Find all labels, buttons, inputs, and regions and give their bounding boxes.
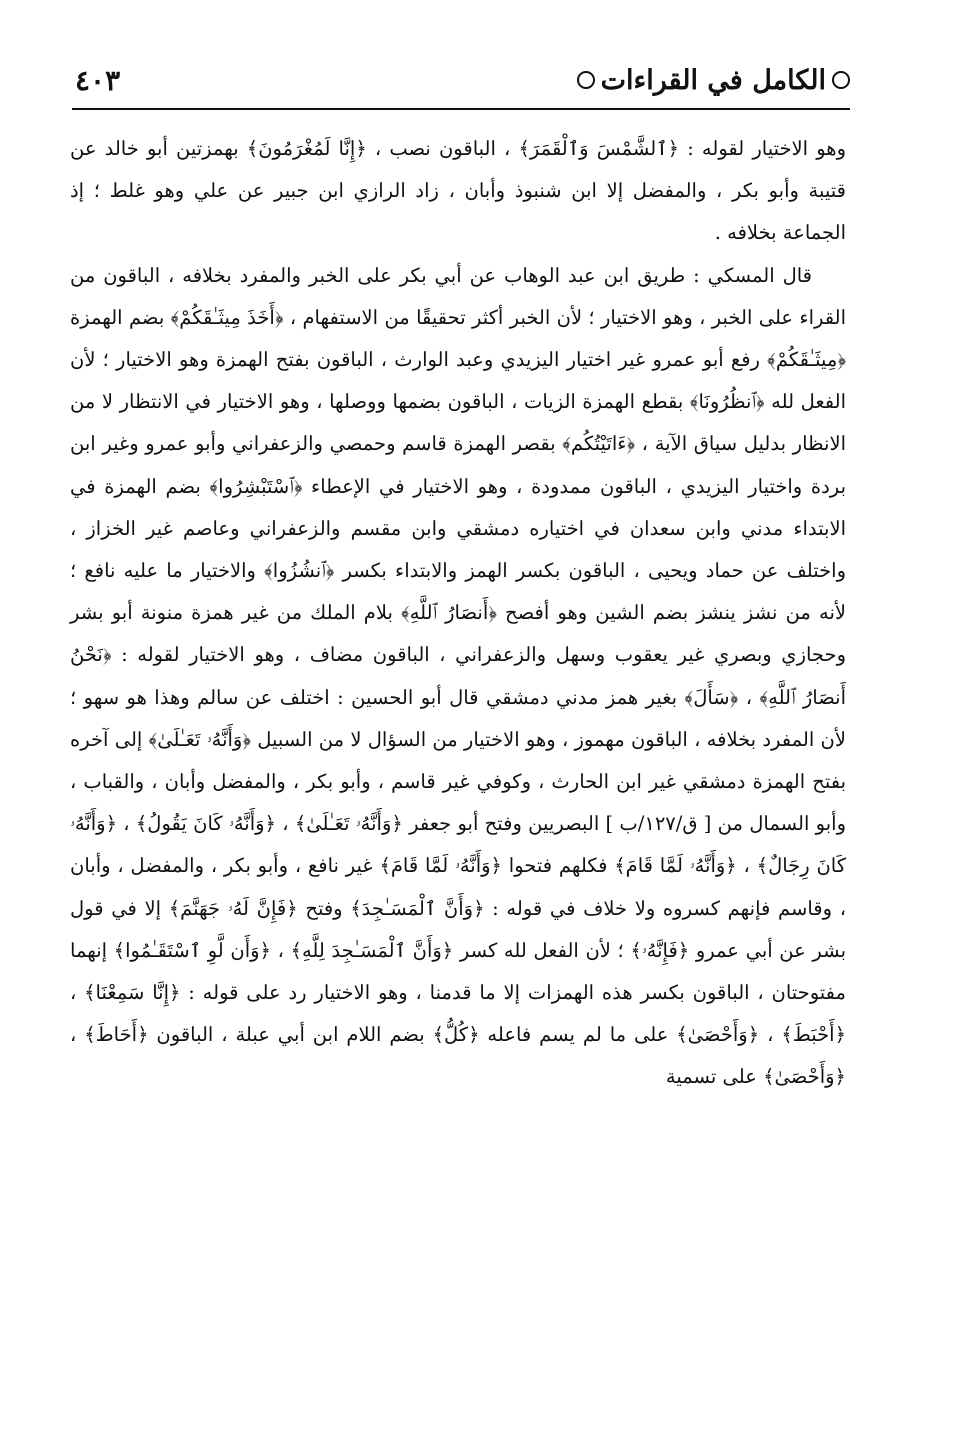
header-rule	[72, 108, 850, 110]
running-title-text: الكامل في القراءات	[600, 64, 826, 96]
circle-ornament-icon	[577, 71, 595, 89]
body-text	[70, 128, 846, 1099]
circle-ornament-icon	[832, 71, 850, 89]
running-title	[577, 65, 850, 96]
paragraph: وهو الاختيار لقوله : ﴿ٱلشَّمْسَ وَٱلْقَمَرَ﴾ ، الباقون نصب ، ﴿إِنَّا لَمُغْرَمُونَ﴾ بهمزتين أبو خالد عن قتيبة وأبو بكر ، والمفضل إلا ابن شنبوذ وأبان ، زاد الرازي ابن جبير عن علي وهو غلط ؛ إذ الجماعة بخلافه .	[70, 137, 846, 245]
page-header	[75, 58, 850, 102]
paragraph: قال المسكي : طريق ابن عبد الوهاب عن أبي بكر على الخبر والمفرد بخلافه ، الباقون من القراء على الخبر ، وهو الاختيار ؛ لأن الخبر أكثر تحقيقًا من الاستفهام ، ﴿أَخَذَ مِيثَـٰقَكُمْ﴾ بضم الهمزة ﴿مِيثَـٰقَكُمْ﴾ رفع أبو عمرو غير اختيار اليزيدي وعبد الوارث ، الباقون بفتح الهمزة وهو الاختيار ؛ لأن الفعل لله ﴿ٱنظُرُونَا﴾ بقطع الهمزة الزيات ، الباقون بضمها ووصلها ، وهو الاختيار في الانتظار لا من الانظار بدليل سياق الآية ، ﴿ءَاتَيْتُكُم﴾ بقصر الهمزة قاسم وحمصي والزعفراني وأبو عمرو وغير ابن بردة واختيار اليزيدي ، الباقون ممدودة ، وهو الاختيار في الإعطاء ﴿ٱسْتَبْشِرُوا﴾ بضم الهمزة في الابتداء مدني وابن سعدان في اختياره دمشقي وابن مقسم والزعفراني وعاصم غير الخزاز ، واختلف عن حماد ويحيى ، الباقون بكسر الهمز والابتداء بكسر ﴿ٱنشُزُوا﴾ والاختيار ما عليه نافع ؛ لأنه من نشز ينشز بضم الشين وهو أفصح ﴿أَنصَارُ ٱللَّهِ﴾ بلام الملك من غير همزة منونة أبو بشر وحجازي وبصري غير يعقوب وسهل والزعفراني ، الباقون مضاف ، وهو الاختيار لقوله : ﴿نَحْنُ أَنصَارُ ٱللَّهِ﴾ ، ﴿سَأَلَ﴾ بغير همز مدني دمشقي قال أبو الحسين : اختلف عن سالم وهذا هو سهو ؛ لأن المفرد بخلافه ، الباقون مهموز ، وهو الاختيار من السؤال لا من السبيل ﴿وَأَنَّهُۥ تَعَـٰلَىٰ﴾ إلى آخره بفتح الهمزة دمشقي غير ابن الحارث ، وكوفي غير قاسم ، وأبو بكر ، والمفضل وأبان ، والقباب ، وأبو السمال من [ ق/١٢٧/ب ] البصريين وفتح أبو جعفر ﴿وَأَنَّهُۥ تَعَـٰلَىٰ﴾ ، ﴿وَأَنَّهُۥ كَانَ يَقُولُ﴾ ، ﴿وَأَنَّهُۥ كَانَ رِجَالٌ﴾ ، ﴿وَأَنَّهُۥ لَمَّا قَامَ﴾ فكلهم فتحوا ﴿وَأَنَّهُۥ لَمَّا قَامَ﴾ غير نافع ، وأبو بكر ، والمفضل ، وأبان ، وقاسم فإنهم كسروه ولا خلاف في قوله : ﴿وَأَنَّ ٱلْمَسَـٰجِدَ﴾ وفتح ﴿فَإِنَّ لَهُۥ جَهَنَّمَ﴾ إلا في قول بشر عن أبي عمرو ﴿فَإِنَّهُۥ﴾ ؛ لأن الفعل لله كسر ﴿وَأَنَّ ٱلْمَسَـٰجِدَ لِلَّهِ﴾ ، ﴿وَأَن لَّوِ ٱسْتَقَـٰمُوا﴾ إنهما مفتوحتان ، الباقون بكسر هذه الهمزات إلا ما قدمنا ، وهو الاختيار رد على قوله : ﴿إِنَّا سَمِعْنَا﴾ ، ﴿أَحْبَطَ﴾ ، ﴿وَأَحْصَىٰ﴾ على ما لم يسم فاعله ﴿كُلُّ﴾ بضم اللام ابن أبي عبلة ، الباقون ﴿أَحَاطَ﴾ ، ﴿وَأَحْصَىٰ﴾ على تسمية	[70, 263, 846, 1089]
page-number: ٤٠٣	[75, 63, 121, 97]
